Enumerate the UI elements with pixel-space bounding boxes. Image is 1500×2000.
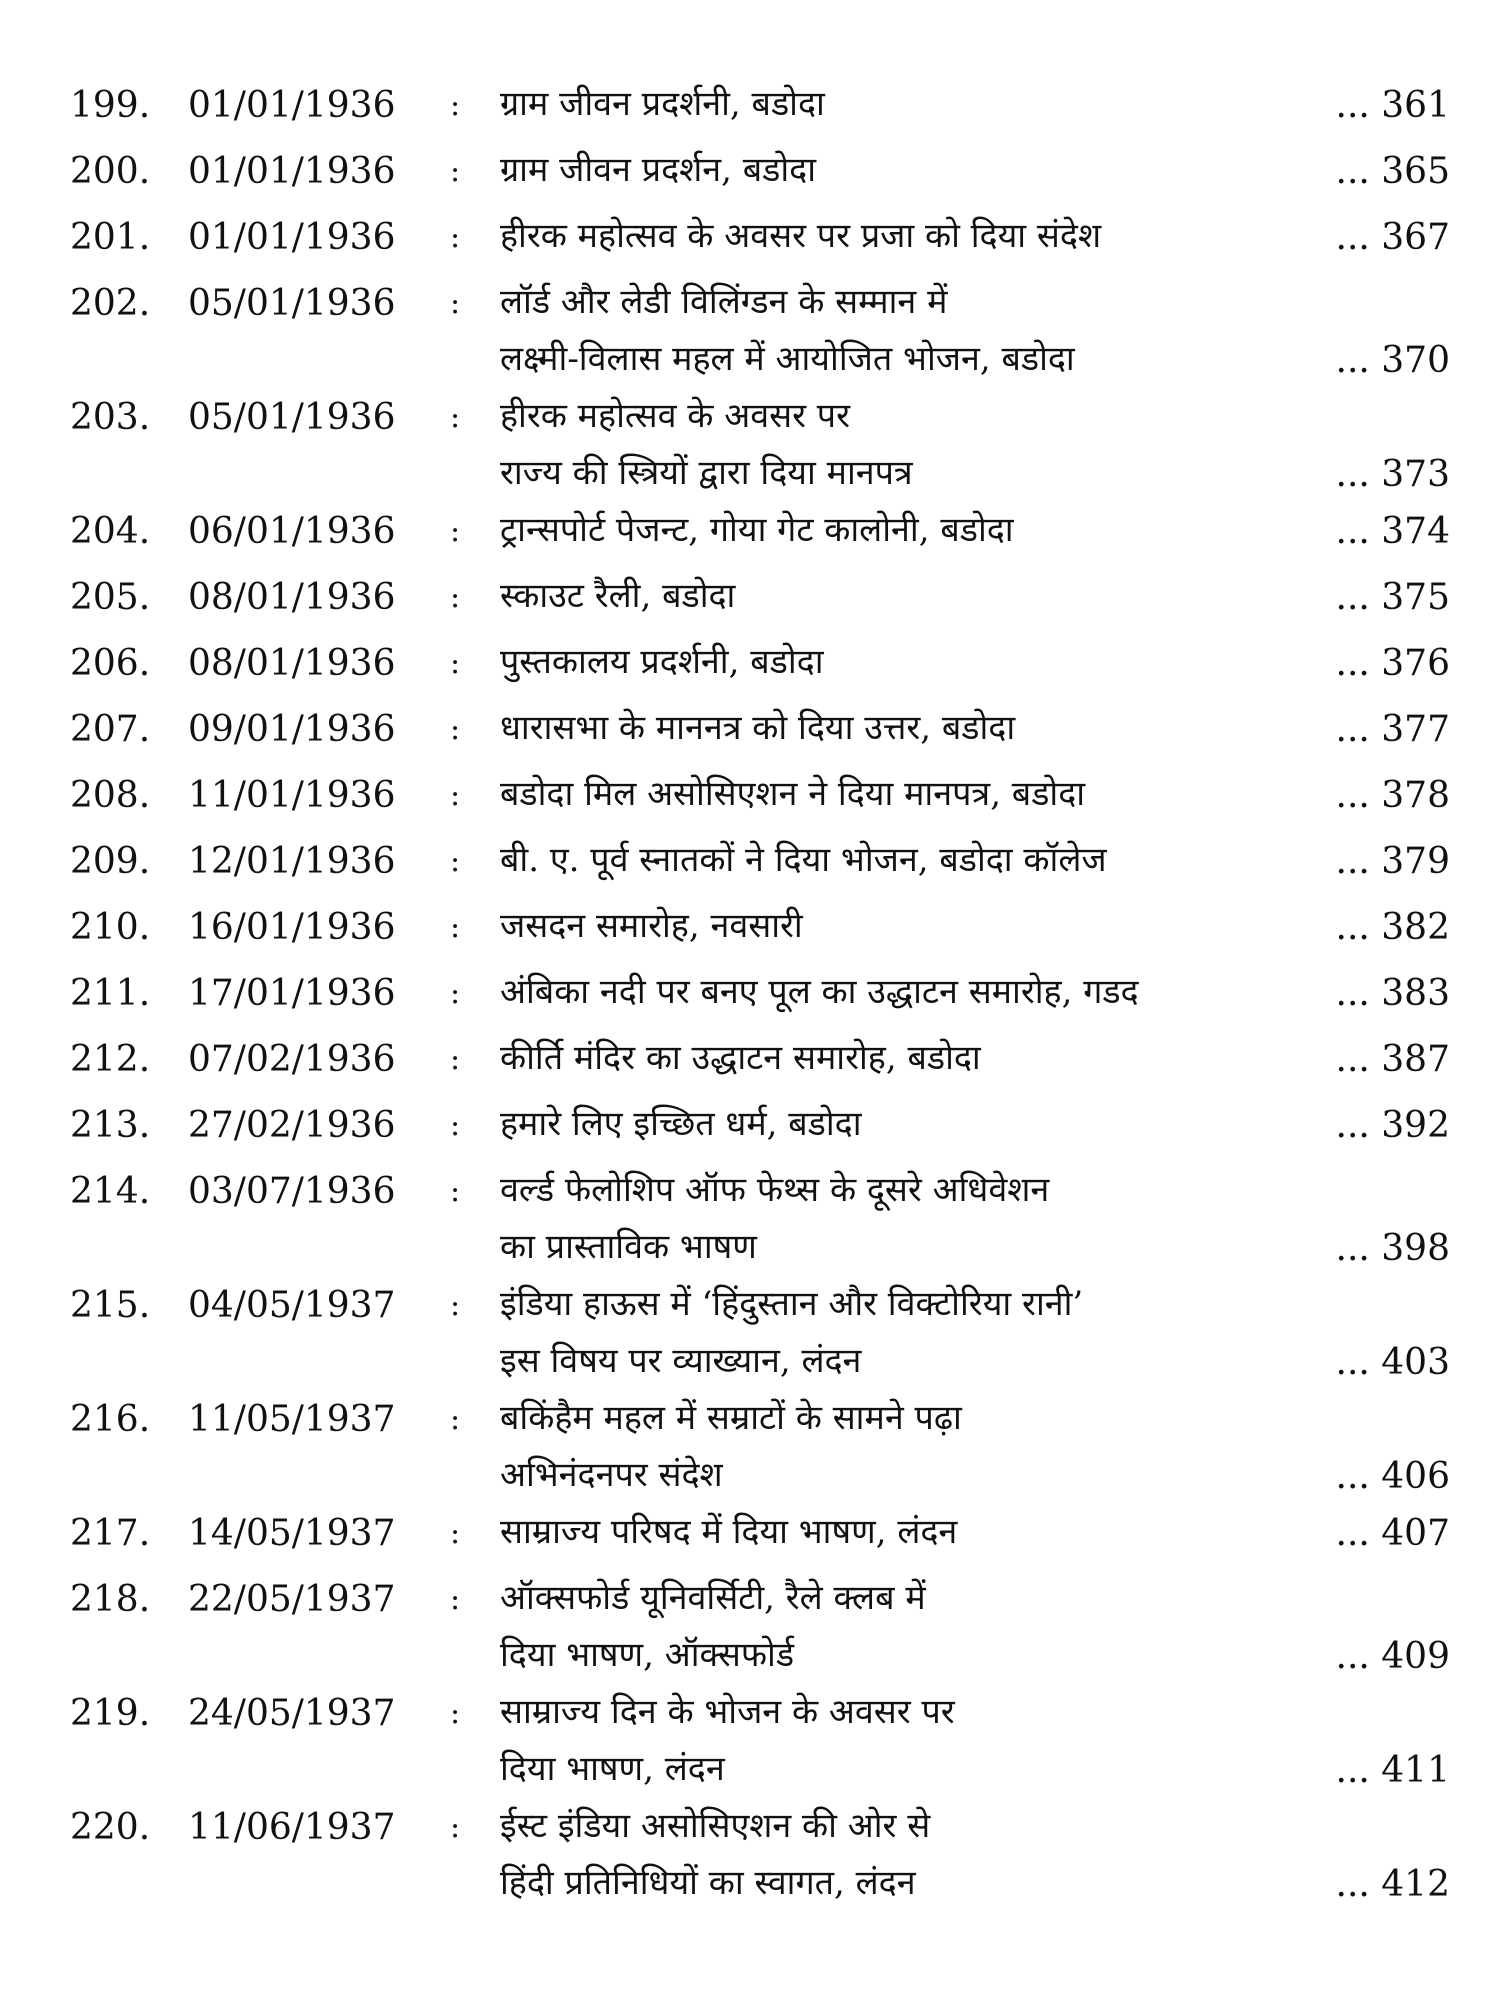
separator-colon: : bbox=[450, 286, 461, 321]
entry-number: 202. bbox=[70, 283, 151, 324]
separator-colon: : bbox=[450, 1810, 461, 1845]
entry-date: 08/01/1936 bbox=[188, 643, 396, 684]
entry-title-line: इस विषय पर व्याख्यान, लंदन bbox=[500, 1341, 862, 1381]
entry-page-number: ... 392 bbox=[1335, 1105, 1450, 1146]
entry-title-line: ऑक्सफोर्ड यूनिवर्सिटी, रैले क्लब में bbox=[500, 1578, 926, 1618]
entry-date: 05/01/1936 bbox=[188, 397, 396, 438]
entry-number: 204. bbox=[70, 511, 151, 552]
entry-title-line: ग्राम जीवन प्रदर्शनी, बडोदा bbox=[500, 84, 825, 124]
entry-page-number: ... 382 bbox=[1335, 907, 1450, 948]
entry-page-number: ... 406 bbox=[1335, 1456, 1450, 1497]
entry-page-number: ... 376 bbox=[1335, 643, 1450, 684]
entry-title-line: पुस्तकालय प्रदर्शनी, बडोदा bbox=[500, 642, 824, 682]
entry-title-line: वर्ल्ड फेलोशिप ऑफ फेथ्स के दूसरे अधिवेशन bbox=[500, 1170, 1050, 1210]
entry-title-line: बडोदा मिल असोसिएशन ने दिया मानपत्र, बडोदा bbox=[500, 774, 1086, 814]
entry-title-line: साम्राज्य दिन के भोजन के अवसर पर bbox=[500, 1692, 955, 1732]
entry-number: 201. bbox=[70, 217, 151, 258]
entry-number: 210. bbox=[70, 907, 151, 948]
entry-number: 203. bbox=[70, 397, 151, 438]
separator-colon: : bbox=[450, 712, 461, 747]
entry-title-line: अभिनंदनपर संदेश bbox=[500, 1455, 723, 1495]
entry-date: 07/02/1936 bbox=[188, 1039, 396, 1080]
entry-title-line: का प्रास्ताविक भाषण bbox=[500, 1227, 757, 1267]
entry-number: 218. bbox=[70, 1579, 151, 1620]
entry-title-line: हीरक महोत्सव के अवसर पर bbox=[500, 396, 851, 436]
entry-page-number: ... 367 bbox=[1335, 217, 1450, 258]
entry-title-line: अंबिका नदी पर बनए पूल का उद्धाटन समारोह, गडद bbox=[500, 972, 1139, 1012]
separator-colon: : bbox=[450, 844, 461, 879]
entry-title-line: हीरक महोत्सव के अवसर पर प्रजा को दिया संदेश bbox=[500, 216, 1102, 256]
separator-colon: : bbox=[450, 646, 461, 681]
entry-page-number: ... 398 bbox=[1335, 1228, 1450, 1269]
separator-colon: : bbox=[450, 220, 461, 255]
entry-page-number: ... 365 bbox=[1335, 151, 1450, 192]
entry-page-number: ... 374 bbox=[1335, 511, 1450, 552]
entry-page-number: ... 403 bbox=[1335, 1342, 1450, 1383]
entry-date: 17/01/1936 bbox=[188, 973, 396, 1014]
entry-number: 199. bbox=[70, 85, 151, 126]
entry-date: 01/01/1936 bbox=[188, 217, 396, 258]
entry-date: 12/01/1936 bbox=[188, 841, 396, 882]
entry-page-number: ... 361 bbox=[1335, 85, 1450, 126]
entry-date: 05/01/1936 bbox=[188, 283, 396, 324]
entry-title-line: लॉर्ड और लेडी विलिंग्डन के सम्मान में bbox=[500, 282, 948, 322]
entry-page-number: ... 407 bbox=[1335, 1513, 1450, 1554]
entry-number: 215. bbox=[70, 1285, 151, 1326]
entry-page-number: ... 370 bbox=[1335, 340, 1450, 381]
entry-title-line: साम्राज्य परिषद में दिया भाषण, लंदन bbox=[500, 1512, 958, 1552]
entry-number: 207. bbox=[70, 709, 151, 750]
entry-title-line: कीर्ति मंदिर का उद्धाटन समारोह, बडोदा bbox=[500, 1038, 981, 1078]
entry-date: 11/05/1937 bbox=[188, 1399, 396, 1440]
entry-number: 206. bbox=[70, 643, 151, 684]
entry-page-number: ... 373 bbox=[1335, 454, 1450, 495]
entry-title-line: इंडिया हाऊस में ‘हिंदुस्तान और विक्टोरिया रानी’ bbox=[500, 1284, 1084, 1324]
entry-number: 213. bbox=[70, 1105, 151, 1146]
entry-number: 205. bbox=[70, 577, 151, 618]
entry-date: 16/01/1936 bbox=[188, 907, 396, 948]
separator-colon: : bbox=[450, 88, 461, 123]
separator-colon: : bbox=[450, 400, 461, 435]
entry-page-number: ... 377 bbox=[1335, 709, 1450, 750]
entry-title-line: राज्य की स्त्रियों द्वारा दिया मानपत्र bbox=[500, 453, 913, 493]
entry-page-number: ... 412 bbox=[1335, 1864, 1450, 1905]
entry-page-number: ... 411 bbox=[1335, 1750, 1450, 1791]
separator-colon: : bbox=[450, 1582, 461, 1617]
entry-date: 14/05/1937 bbox=[188, 1513, 396, 1554]
entry-date: 08/01/1936 bbox=[188, 577, 396, 618]
entry-title-line: ट्रान्सपोर्ट पेजन्ट, गोया गेट कालोनी, बडोदा bbox=[500, 510, 1014, 550]
entry-date: 11/01/1936 bbox=[188, 775, 396, 816]
separator-colon: : bbox=[450, 1042, 461, 1077]
entry-title-line: ईस्ट इंडिया असोसिएशन की ओर से bbox=[500, 1806, 931, 1846]
entry-date: 09/01/1936 bbox=[188, 709, 396, 750]
entry-page-number: ... 387 bbox=[1335, 1039, 1450, 1080]
entry-number: 209. bbox=[70, 841, 151, 882]
separator-colon: : bbox=[450, 976, 461, 1011]
entry-date: 27/02/1936 bbox=[188, 1105, 396, 1146]
separator-colon: : bbox=[450, 778, 461, 813]
entry-page-number: ... 409 bbox=[1335, 1636, 1450, 1677]
entry-page-number: ... 375 bbox=[1335, 577, 1450, 618]
separator-colon: : bbox=[450, 154, 461, 189]
entry-title-line: हिंदी प्रतिनिधियों का स्वागत, लंदन bbox=[500, 1863, 916, 1903]
separator-colon: : bbox=[450, 1696, 461, 1731]
separator-colon: : bbox=[450, 1402, 461, 1437]
entry-title-line: बकिंहैम महल में सम्राटों के सामने पढ़ा bbox=[500, 1398, 962, 1438]
entry-number: 200. bbox=[70, 151, 151, 192]
entry-page-number: ... 379 bbox=[1335, 841, 1450, 882]
entry-title-line: धारासभा के माननत्र को दिया उत्तर, बडोदा bbox=[500, 708, 1016, 748]
entry-number: 208. bbox=[70, 775, 151, 816]
separator-colon: : bbox=[450, 1174, 461, 1209]
separator-colon: : bbox=[450, 580, 461, 615]
entry-number: 220. bbox=[70, 1807, 151, 1848]
entry-title-line: बी. ए. पूर्व स्नातकों ने दिया भोजन, बडोदा कॉलेज bbox=[500, 840, 1107, 880]
separator-colon: : bbox=[450, 1516, 461, 1551]
entry-date: 22/05/1937 bbox=[188, 1579, 396, 1620]
entry-date: 04/05/1937 bbox=[188, 1285, 396, 1326]
separator-colon: : bbox=[450, 514, 461, 549]
entry-page-number: ... 383 bbox=[1335, 973, 1450, 1014]
entry-title-line: हमारे लिए इच्छित धर्म, बडोदा bbox=[500, 1104, 862, 1144]
entry-date: 01/01/1936 bbox=[188, 85, 396, 126]
entry-title-line: जसदन समारोह, नवसारी bbox=[500, 906, 803, 946]
entry-number: 214. bbox=[70, 1171, 151, 1212]
entry-title-line: दिया भाषण, ऑक्सफोर्ड bbox=[500, 1635, 795, 1675]
separator-colon: : bbox=[450, 1108, 461, 1143]
entry-title-line: लक्ष्मी-विलास महल में आयोजित भोजन, बडोदा bbox=[500, 339, 1075, 379]
entry-title-line: ग्राम जीवन प्रदर्शन, बडोदा bbox=[500, 150, 817, 190]
entry-number: 211. bbox=[70, 973, 151, 1014]
entry-number: 216. bbox=[70, 1399, 151, 1440]
entry-number: 212. bbox=[70, 1039, 151, 1080]
entry-number: 219. bbox=[70, 1693, 151, 1734]
entry-title-line: स्काउट रैली, बडोदा bbox=[500, 576, 736, 616]
separator-colon: : bbox=[450, 1288, 461, 1323]
entry-date: 01/01/1936 bbox=[188, 151, 396, 192]
entry-date: 24/05/1937 bbox=[188, 1693, 396, 1734]
entry-number: 217. bbox=[70, 1513, 151, 1554]
entry-date: 06/01/1936 bbox=[188, 511, 396, 552]
separator-colon: : bbox=[450, 910, 461, 945]
entry-date: 03/07/1936 bbox=[188, 1171, 396, 1212]
entry-title-line: दिया भाषण, लंदन bbox=[500, 1749, 725, 1789]
entry-date: 11/06/1937 bbox=[188, 1807, 396, 1848]
entry-page-number: ... 378 bbox=[1335, 775, 1450, 816]
